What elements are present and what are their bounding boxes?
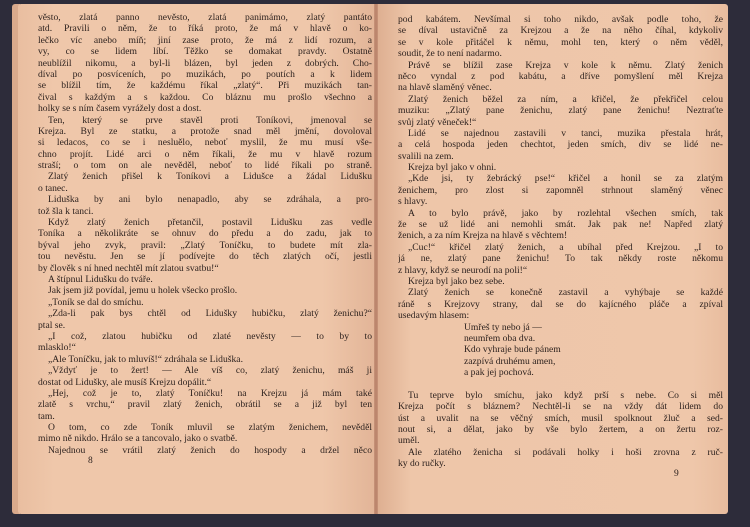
text-line: se v kole přitáčel k němu, mohl ten, který o něm věděl, xyxy=(398,36,723,48)
text-line: vy, co se lidem líbí. Těžko se domakat pravdy. Ostatně xyxy=(38,46,372,58)
text-line: Krejza byl jako v ohni. xyxy=(408,162,497,174)
text-line: o tanec. xyxy=(38,182,68,194)
text-line: z hlavy, když se neurodí na poli!“ xyxy=(398,264,528,276)
text-line: Krejza. Byl ze statku, a protože snad měl jmění, dovoloval xyxy=(38,125,372,137)
text-line: ráně s Krejzovy strany, dal se do kajícného pláče a zpíval xyxy=(398,298,723,310)
text-line: Toníka a několikráte se ohnuv do předu a do zadu, jak to xyxy=(38,228,372,240)
text-line: Ten, který se prve stavěl proti Toníkovi, jmenoval se xyxy=(48,114,372,126)
text-line: A štípnul Lidušku do tváře. xyxy=(48,273,153,285)
right-page-number: 9 xyxy=(674,469,679,479)
text-line: ky do ručky. xyxy=(398,458,446,470)
text-line: usedavým hlasem: xyxy=(398,310,470,322)
text-line: Najednou se vrátil zlatý ženich do hospody a držel něco xyxy=(48,444,372,456)
text-line: Právě se blížil zase Krejza v kole k němu. Zlatý ženich xyxy=(408,59,723,71)
text-line: „Hej, což je to, zlatý Toníčku! na Krejzu já mám také xyxy=(48,387,372,399)
text-line: ženich, a za ním Krejza na hlavě s věchtem! xyxy=(398,230,568,242)
text-line: čival s každým a s každou. Co bláznu mu prošlo všechno a xyxy=(38,91,372,103)
text-line: Umřeš ty nebo já — xyxy=(464,321,542,333)
text-line: „Kde jsi, ty žebrácký pse!“ křičel a honil se za zlatým xyxy=(408,173,723,185)
text-line: soudit, že to není nadarmo. xyxy=(398,48,502,60)
text-line: „Zda-li pak bys chtěl od Lidušky hubičku, zlatý ženichu?“ xyxy=(48,308,372,320)
text-line: si ledacos, co se i nesluělo, neboť myslil, že mu musí vše- xyxy=(38,137,372,149)
text-line: dostat od Lidušky, ale musíš Krejzu dopálit.“ xyxy=(38,376,212,388)
text-line: mlasklo!“ xyxy=(38,342,76,354)
text-line: A to bylo právě, jako by rozlehtal všechen smích, tak xyxy=(408,207,723,219)
text-line: Krejza počít s bláznem? Nechtěl-li se na vždy dát lidem do xyxy=(398,401,723,413)
text-line: „Cuc!“ křičel zlatý ženich, a ubíhal před Krejzou. „I to xyxy=(408,241,723,253)
text-line: a pak jej pochová. xyxy=(464,367,534,379)
text-line: svalili na zem. xyxy=(398,150,454,162)
text-line: muziku: „Zlatý pane ženichu, zlatý pane ženichu! Neztraťte xyxy=(398,105,723,117)
text-line xyxy=(398,379,723,390)
text-line: díval po posvíceních, po muzikách, po poutích a k lidem xyxy=(38,68,372,80)
text-line: se blížil tím, že každému říkal „zlatý“. Při muzikách tan- xyxy=(38,80,372,92)
text-line: na hlavě slaměný věnec. xyxy=(398,82,492,94)
text-line: „I což, zlatou hubičku od zlaté nevěsty — to by to xyxy=(48,330,372,342)
text-line: neumřem oba dva. xyxy=(464,332,536,344)
text-line: by člověk s ní hned nechtěl mít zlatou svatbu!“ xyxy=(38,262,219,274)
text-line: tam. xyxy=(38,410,55,422)
left-page xyxy=(18,4,376,514)
text-line: lečko víc anebo míň; jiní zase proto, že má z lidí rozum, a xyxy=(38,34,372,46)
text-line: O tom, co zde Toník mluvil se zlatým ženichem, nevěděl xyxy=(48,422,372,434)
text-line: se díval ustavičně za Krejzou a že na něho číhal, kdykoliv xyxy=(398,25,723,37)
text-line: tou nevěstu. Jen se jí podívejte do těch zlatých očí, jestli xyxy=(38,251,372,263)
text-line: s hlavy. xyxy=(398,196,428,208)
text-line: něco vyndal z pod kabátu, a dříve pomyšlení měl Krejza xyxy=(398,70,723,82)
text-line: ptal se. xyxy=(38,319,66,331)
text-line: Zlatý ženich přišel k Toníkovi a Lidušce a žádal Lidušku xyxy=(48,171,372,183)
text-line: Ale zlatého ženicha si podávali holky i hoši zrovna z ruč- xyxy=(408,446,723,458)
text-line: ženichem, pro zlost si zapomněl strhnout slaměný věnec xyxy=(398,184,723,196)
text-line: Zlatý ženich se konečně zastavil a vyhýbaje se každé xyxy=(408,287,723,299)
text-line: svůj zlatý věneček!“ xyxy=(398,116,477,128)
text-line: „Toník se dal do smíchu. xyxy=(48,296,144,308)
text-line: já ne, zlatý pane ženichu! To tak někdy roste někomu xyxy=(398,253,723,265)
text-line: Když zlatý ženich přetančil, postavil Lidušku zas vedle xyxy=(48,217,372,229)
text-line: nout si, a dělat, jako by vše bylo žertem, a on žertu roz- xyxy=(398,424,723,436)
text-line: neublížil nikomu, a byl-li blázen, byl jeden z dobrých. Cho- xyxy=(38,57,372,69)
text-line: Liduška by ani bylo nenapadlo, aby se zdráhala, a pro- xyxy=(48,194,372,206)
left-page-text xyxy=(38,12,372,456)
text-line: holky se s ním časem vyrážely dost a dost. xyxy=(38,103,202,115)
text-line: a celá hospoda jeden chechtot, jeden smích, div se lidé ne- xyxy=(398,139,723,151)
text-line: atd. Pravili o něm, že to říká proto, že má v hlavě o ko- xyxy=(38,23,372,35)
text-line: věsto, zlatá panno nevěsto, zlatá panimámo, zlatý pantáto xyxy=(38,12,372,23)
text-line: Kdo vyhraje bude pánem xyxy=(464,344,561,356)
text-line: že se už lidé ani nemohli smát. Jak pak ne! Napřed zlatý xyxy=(398,219,723,231)
text-line: pod kabátem. Nevšímal si toho nikdo, avšak podle toho, že xyxy=(398,14,723,25)
text-line: „Ale Toníčku, jak to mluvíš!“ zdráhala se Liduška. xyxy=(48,353,243,365)
text-line: zlatě s vrchu,“ pravil zlatý ženich, obrátil se a již byl ten xyxy=(38,399,372,411)
right-page-text xyxy=(398,14,723,470)
text-line: mimo ně nikdo. Hrálo se a tancovalo, jako o svatbě. xyxy=(38,433,238,445)
right-page xyxy=(376,4,728,514)
text-line: tož šla k tanci. xyxy=(38,205,94,217)
text-line: Jak jsem již povídal, jemu u holek všecko prošlo. xyxy=(48,285,238,297)
text-line: zazpívá druhému amen, xyxy=(464,355,556,367)
text-line: straší; o tom on ale nevěděl, neboť to lidé říkali po straně. xyxy=(38,160,372,172)
text-line: uměl. xyxy=(398,435,420,447)
text-line: úst a uvalit na se věčný smích, musil spolknout žluč a sed- xyxy=(398,412,723,424)
text-line: Lidé se najednou zastavili v tanci, muzika přestala hrát, xyxy=(408,127,723,139)
text-line: chno projít. Lidé arci o něm říkali, že mu v hlavě rozum xyxy=(38,148,372,160)
text-line: „Vždyť je to žert! — Ale víš co, zlatý ženichu, máš ji xyxy=(48,365,372,377)
left-page-number: 8 xyxy=(88,456,93,466)
text-line: Tu teprve bylo smíchu, jako když prší s nebe. Co si měl xyxy=(408,389,723,401)
book-spine xyxy=(374,4,378,514)
text-line: Krejza byl jako bez sebe. xyxy=(408,275,505,287)
text-line: Zlatý ženich běžel za ním, a křičel, že překřičel celou xyxy=(408,93,723,105)
text-line: býval jeho zvyk, pravil: „Zlatý Toníčku, to budete mít zla- xyxy=(38,239,372,251)
